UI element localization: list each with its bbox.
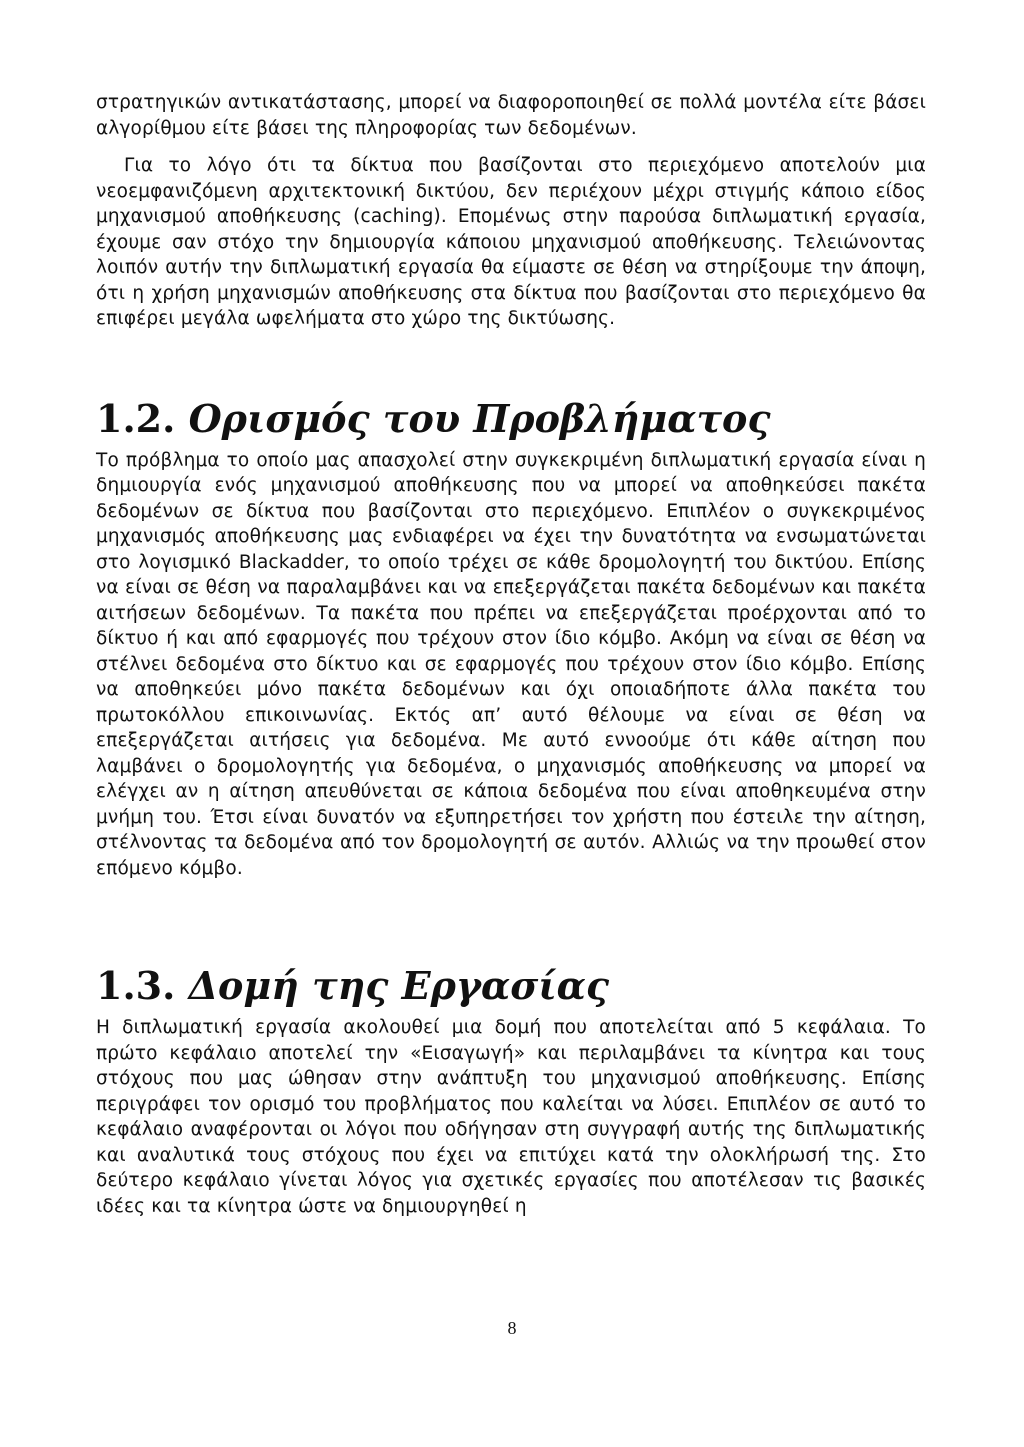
section-number: 1.3. [96,963,176,1008]
paragraph-thesis-structure: Η διπλωματική εργασία ακολουθεί μια δομή που αποτελείται από 5 κεφάλαια. Το πρώτο κεφάλαιο αποτελεί την «Εισαγωγή» και περιλαμβάνει τα κίνητρα και τους στόχους που μας ώθησαν στην ανάπτυξη του μηχανισμού αποθήκευσης. Επίσης περιγράφει τον ορισμό του προβλήματος που καλείται να λύσει. Επιπλέον σε αυτό το κεφάλαιο αναφέρονται οι λόγοι που οδήγησαν στη συγγραφή αυτής της διπλωματικής και αναλυτικά τους στόχους που έχει να επιτύχει κατά την ολοκλήρωσή της. Στο δεύτερο κεφάλαιο γίνεται λόγος για σχετικές εργασίες που αποτέλεσαν τις βασικές ιδέες και τα κίνητρα ώστε να δημιουργηθεί η [96,1017,926,1217]
section-number: 1.2. [96,395,176,441]
paragraph-replacement-strategies: στρατηγικών αντικατάστασης, μπορεί να διαφοροποιηθεί σε πολλά μοντέλα είτε βάσει αλγορίθμου είτε βάσει της πληροφορίας των δεδομένων. [96,92,926,139]
paragraph-problem-definition: Το πρόβλημα το οποίο μας απασχολεί στην συγκεκριμένη διπλωματική εργασία είναι η δημιουργία ενός μηχανισμού αποθήκευσης που να μπορεί να αποθηκεύσει πακέτα δεδομένων σε δίκτυα που βασίζονται στο περιεχόμενο. Επιπλέον ο συγκεκριμένος μηχανισμός αποθήκευσης μας ενδιαφέρει να έχει την δυνατότητα να ενσωματώνεται στο λογισμικό Blackadder, το οποίο τρέχει σε κάθε δρομολογητή του δικτύου. Επίσης να είναι σε θέση να παραλαμβάνει και να επεξεργάζεται πακέτα δεδομένων και πακέτα αιτήσεων δεδομένων. Τα πακέτα που πρέπει να επεξεργάζεται προέρχονται από το δίκτυο ή και από εφαρμογές που τρέχουν στον ίδιο κόμβο. Ακόμη να είναι σε θέση να στέλνει δεδομένα στο δίκτυο και σε εφαρμογές που τρέχουν στον ίδιο κόμβο. Επίσης να αποθηκεύει μόνο πακέτα δεδομένων και όχι οποιαδήποτε άλλα πακέτα του πρωτοκόλλου επικοινωνίας. Εκτός απ’ αυτό θέλουμε να είναι σε θέση να επεξεργάζεται αιτήσεις για δεδομένα. Με αυτό εννοούμε ότι κάθε αίτηση που λαμβάνει ο δρομολογητής για δεδομένα, ο μηχανισμός αποθήκευσης να μπορεί να ελέγχει αν η αίτηση απευθύνεται σε κάποια δεδομένα που είναι αποθηκευμένα στην μνήμη του. Έτσι είναι δυνατόν να εξυπηρετήσει τον χρήστη που έστειλε την αίτηση, στέλνοντας τα δεδομένα από τον δρομολογητή σε αυτόν. Αλλιώς να την προωθεί στον επόμενο κόμβο. [96,449,926,879]
page-number: 8 [507,1318,517,1338]
section-title: Ορισμός του Προβλήματος [188,395,771,441]
section-heading-thesis-structure [96,963,926,1009]
document-page [96,90,926,1219]
section-title: Δομή της Εργασίας [188,963,609,1008]
section-heading-problem-definition [96,396,926,442]
paragraph-caching-motivation: Για το λόγο ότι τα δίκτυα που βασίζονται στο περιεχόμενο αποτελούν μια νεοεμφανιζόμενη αρχιτεκτονική δικτύου, δεν περιέχουν μέχρι στιγμής κάποιο είδος μηχανισμού αποθήκευσης (caching). Επομένως στην παρούσα διπλωματική εργασία, έχουμε σαν στόχο την δημιουργία κάποιου μηχανισμού αποθήκευσης. Τελειώνοντας λοιπόν αυτήν την διπλωματική εργασία θα είμαστε σε θέση να στηρίξουμε την άποψη, ότι η χρήση μηχανισμών αποθήκευσης στα δίκτυα που βασίζονται στο περιεχόμενο θα επιφέρει μεγάλα ωφελήματα στο χώρο της δικτύωσης. [96,155,926,329]
